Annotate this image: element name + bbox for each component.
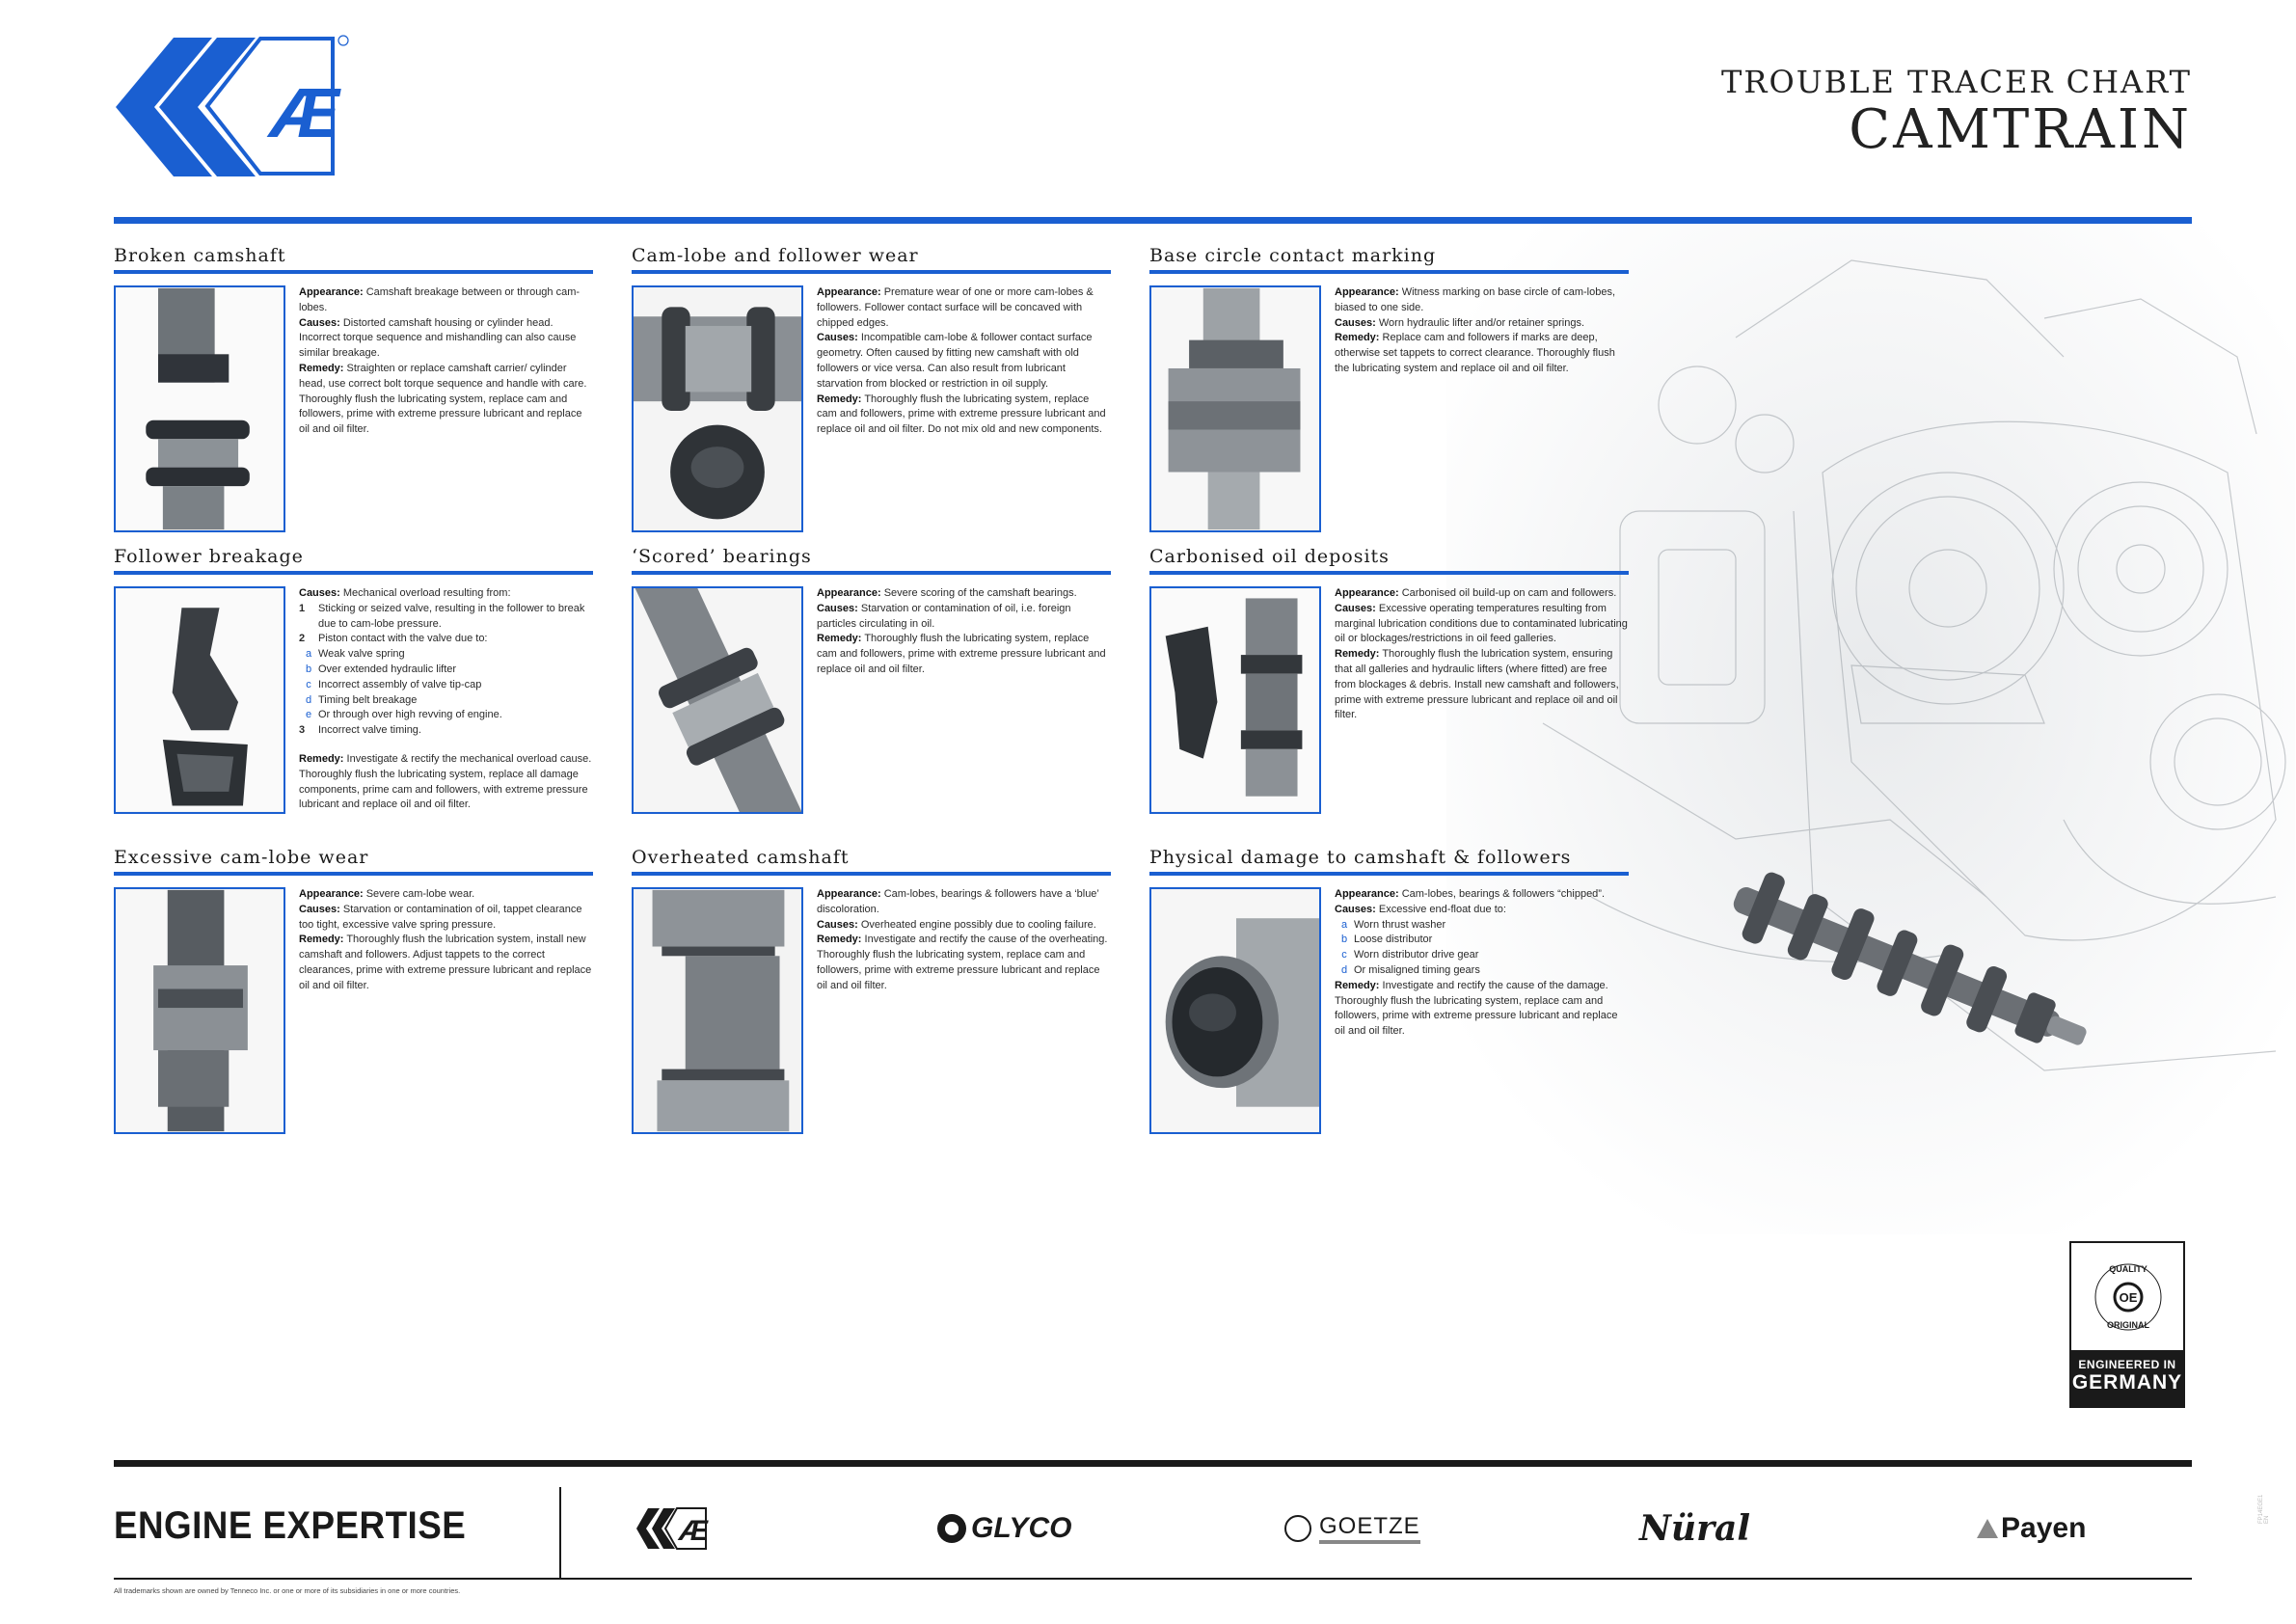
- section-title: Overheated camshaft: [632, 847, 850, 868]
- causes-label: Causes:: [817, 332, 858, 344]
- list-item: a Worn thrust washer: [1340, 918, 1446, 931]
- section-rule: [632, 571, 1111, 575]
- list-item: b Loose distributor: [1340, 934, 1433, 946]
- carbonised-oil-photo: [1149, 586, 1321, 814]
- remedy-text: Investigate and rectify the cause of the overheating. Thoroughly flush the lubricating system, replace cam and followers, prime with extreme pressure lubricant and replace oil and oil filter.: [817, 934, 1108, 991]
- causes-text: Starvation or contamination of oil, i.e. foreign particles circulating in oil.: [817, 602, 1071, 630]
- causes-text: Excessive operating temperatures resulting from marginal lubrication conditions due to contaminated lubricating oil or blockages/restrictions in oil feed galleries.: [1335, 602, 1628, 645]
- document-code: FP14EGE1 EN: [2258, 1494, 2270, 1524]
- brand-goetze: [1284, 1504, 1420, 1553]
- remedy-label: Remedy:: [1335, 979, 1380, 991]
- title-small: TROUBLE TRACER CHART: [1721, 64, 2192, 100]
- section-broken-camshaft: [114, 241, 593, 532]
- brand-ae-logo: [636, 1504, 714, 1553]
- appearance-label: Appearance:: [1335, 888, 1399, 900]
- section-base-circle-contact: [1149, 241, 1629, 532]
- brand-nural-text: Nüral: [1639, 1508, 1751, 1549]
- brand-goetze-text: GOETZE: [1319, 1513, 1420, 1544]
- remedy-label: Remedy:: [1335, 648, 1380, 661]
- remedy-label: Remedy:: [1335, 332, 1380, 344]
- remedy-label: Remedy:: [299, 362, 344, 374]
- appearance-text: Cam-lobes, bearings & followers have a ‘blue’ discoloration.: [817, 888, 1099, 915]
- list-item: d Or misaligned timing gears: [1340, 963, 1480, 976]
- causes-text: Worn hydraulic lifter and/or retainer springs.: [1378, 316, 1585, 329]
- seal-top-text: QUALITY: [2109, 1264, 2147, 1274]
- section-rule: [1149, 270, 1629, 274]
- causes-label: Causes:: [299, 587, 340, 599]
- section-rule: [114, 270, 593, 274]
- appearance-text: Carbonised oil build-up on cam and followers.: [1401, 587, 1617, 599]
- causes-text: Overheated engine possibly due to cooling failure.: [860, 918, 1096, 931]
- glyco-mark-icon: [937, 1514, 966, 1543]
- excessive-wear-photo: [114, 887, 285, 1134]
- appearance-label: Appearance:: [817, 587, 881, 599]
- section-follower-breakage: [114, 542, 593, 814]
- list-item: c Incorrect assembly of valve tip-cap: [306, 678, 482, 690]
- remedy-text: Thoroughly flush the lubricating system, replace cam and followers, prime with extreme pressure lubricant and replace oil and oil filter.: [817, 633, 1106, 675]
- broken-camshaft-photo: [114, 285, 285, 532]
- section-title: Carbonised oil deposits: [1149, 546, 1390, 567]
- section-title: ‘Scored’ bearings: [632, 546, 812, 567]
- seal-bottom-text: ORIGINAL: [2107, 1320, 2149, 1330]
- appearance-label: Appearance:: [817, 286, 881, 298]
- badge-line2: GERMANY: [2071, 1371, 2183, 1394]
- appearance-text: Camshaft breakage between or through cam-lobes.: [299, 286, 581, 313]
- section-camlobe-follower-wear: [632, 241, 1111, 532]
- section-physical-damage: [1149, 843, 1629, 1134]
- section-title: Broken camshaft: [114, 245, 286, 266]
- appearance-text: Witness marking on base circle of cam-lobes, biased to one side.: [1335, 286, 1616, 313]
- section-rule: [632, 872, 1111, 876]
- appearance-text: Cam-lobes, bearings & followers “chipped”.: [1401, 888, 1606, 900]
- footer-divider: [559, 1487, 561, 1578]
- remedy-label: Remedy:: [299, 752, 344, 765]
- section-rule: [632, 270, 1111, 274]
- section-scored-bearings: [632, 542, 1111, 814]
- trademark-notice: All trademarks shown are owned by Tenneco Inc. or one or more of its subsidiaries in one or more countries.: [114, 1586, 461, 1595]
- oe-quality-seal-icon: [2091, 1251, 2166, 1347]
- follower-breakage-photo: [114, 586, 285, 814]
- goetze-mark-icon: [1284, 1515, 1311, 1542]
- list-item: 2 Piston contact with the valve due to:: [299, 633, 488, 645]
- section-overheated-camshaft: [632, 843, 1111, 1134]
- causes-text: Mechanical overload resulting from:: [342, 587, 511, 599]
- causes-list: [1335, 918, 1629, 979]
- section-title: Excessive cam-lobe wear: [114, 847, 369, 868]
- causes-list: [299, 602, 593, 739]
- appearance-text: Severe cam-lobe wear.: [365, 888, 475, 900]
- ae-logo: [116, 29, 357, 183]
- causes-text: Excessive end-float due to:: [1378, 903, 1506, 915]
- base-circle-photo: [1149, 285, 1321, 532]
- section-rule: [114, 872, 593, 876]
- appearance-label: Appearance:: [1335, 286, 1399, 298]
- section-carbonised-oil: [1149, 542, 1629, 814]
- section-title: Cam-lobe and follower wear: [632, 245, 919, 266]
- footer-rule: [114, 1460, 2192, 1467]
- overheated-camshaft-photo: [632, 887, 803, 1134]
- title-big: CAMTRAIN: [1849, 98, 2192, 161]
- physical-damage-photo: [1149, 887, 1321, 1134]
- brand-glyco: [937, 1504, 1071, 1553]
- page-title: [1721, 64, 2192, 160]
- remedy-text: Thoroughly flush the lubricating system, replace cam and followers, prime with extreme pressure lubricant and replace oil and oil filter. Do not mix old and new components.: [817, 392, 1106, 436]
- list-item: e Or through over high revving of engine.: [305, 709, 502, 721]
- causes-label: Causes:: [1335, 903, 1376, 915]
- list-item: b Over extended hydraulic lifter: [305, 663, 457, 675]
- causes-text: Incompatible cam-lobe & follower contact surface geometry. Often caused by fitting new camshaft with old followers or vice versa. Can also result from lubricant starvation from blocked or restriction in oil supply.: [817, 332, 1093, 390]
- remedy-text: Investigate & rectify the mechanical overload cause. Thoroughly flush the lubricating system, replace all damage components, prime cam and followers, with extreme pressure lubricant and replace oil and oil filter.: [299, 752, 592, 811]
- remedy-text: Thoroughly flush the lubrication system, install new camshaft and followers. Adjust tappets to the correct clearances, prime with extreme pressure lubricant and replace oil and oil filter.: [299, 934, 592, 991]
- camlobe-wear-photo: [632, 285, 803, 532]
- remedy-label: Remedy:: [299, 934, 344, 946]
- payen-triangle-icon: [1977, 1519, 1998, 1538]
- causes-label: Causes:: [1335, 316, 1376, 329]
- causes-text: Starvation or contamination of oil, tappet clearance too tight, excessive valve spring pressure.: [299, 903, 582, 931]
- section-excessive-camlobe-wear: [114, 843, 593, 1134]
- engine-expertise: ENGINE EXPERTISE: [114, 1504, 467, 1547]
- list-item: c Worn distributor drive gear: [1341, 949, 1479, 961]
- header-rule: [114, 217, 2192, 224]
- scored-bearings-photo: [632, 586, 803, 814]
- quality-badge: [2069, 1241, 2185, 1408]
- section-rule: [1149, 571, 1629, 575]
- causes-label: Causes:: [299, 903, 340, 915]
- causes-label: Causes:: [1335, 602, 1376, 614]
- remedy-text: Straighten or replace camshaft carrier/ cylinder head, use correct bolt torque sequence and handle with care. Thoroughly flush the lubricating system, replace cam and followers, prime with extreme pressure lubricant and replace oil and oil filter.: [299, 362, 587, 436]
- badge-label: [2071, 1350, 2183, 1406]
- remedy-text: Replace cam and followers if marks are deep, otherwise set tappets to correct clearance. Thoroughly flush the lubricating system and replace oil and oil filter.: [1335, 332, 1615, 374]
- section-rule: [1149, 872, 1629, 876]
- section-title: Base circle contact marking: [1149, 245, 1437, 266]
- appearance-label: Appearance:: [299, 286, 364, 298]
- section-title: Follower breakage: [114, 546, 304, 567]
- brand-payen-text: Payen: [2001, 1512, 2087, 1544]
- remedy-label: Remedy:: [817, 934, 862, 946]
- causes-label: Causes:: [299, 316, 340, 329]
- section-title: Physical damage to camshaft & followers: [1149, 847, 1572, 868]
- remedy-text: Thoroughly flush the lubrication system, ensuring that all galleries and hydraulic lifters (where fitted) are free from blockages & debris. Install new camshaft and followers, prime with extreme pressure lubricant and replace oil and oil filter.: [1335, 648, 1619, 721]
- appearance-label: Appearance:: [299, 888, 364, 900]
- logo-letters: Æ: [270, 75, 339, 152]
- appearance-text: Severe scoring of the camshaft bearings.: [883, 587, 1077, 599]
- brand-glyco-text: GLYCO: [971, 1512, 1072, 1544]
- causes-label: Causes:: [817, 602, 858, 614]
- section-rule: [114, 571, 593, 575]
- remedy-text: Investigate and rectify the cause of the damage. Thoroughly flush the lubricating system, replace cam and followers, prime with extreme pressure lubricant and replace oil and oil filter.: [1335, 979, 1618, 1038]
- badge-line1: ENGINEERED IN: [2078, 1358, 2176, 1371]
- list-item: 3 Incorrect valve timing.: [299, 724, 421, 737]
- list-item: d Timing belt breakage: [305, 693, 418, 706]
- brand-nural: [1639, 1504, 1750, 1553]
- remedy-label: Remedy:: [817, 392, 862, 405]
- footer-bottom-rule: [114, 1578, 2192, 1580]
- list-item: a Weak valve spring: [305, 648, 405, 661]
- causes-label: Causes:: [817, 918, 858, 931]
- appearance-label: Appearance:: [1335, 587, 1399, 599]
- brand-ae-text: Æ: [679, 1515, 708, 1547]
- seal-center-text: OE: [2119, 1290, 2138, 1305]
- appearance-text: Premature wear of one or more cam-lobes & followers. Follower contact surface will be concaved with chipped edges.: [817, 286, 1094, 329]
- causes-text: Distorted camshaft housing or cylinder head. Incorrect torque sequence and mishandling can also cause similar breakage.: [299, 316, 577, 360]
- appearance-label: Appearance:: [817, 888, 881, 900]
- brand-payen: [1977, 1504, 2086, 1553]
- list-item: 1 Sticking or seized valve, resulting in the follower to break due to cam-lobe pressure.: [299, 602, 585, 630]
- remedy-label: Remedy:: [817, 633, 862, 645]
